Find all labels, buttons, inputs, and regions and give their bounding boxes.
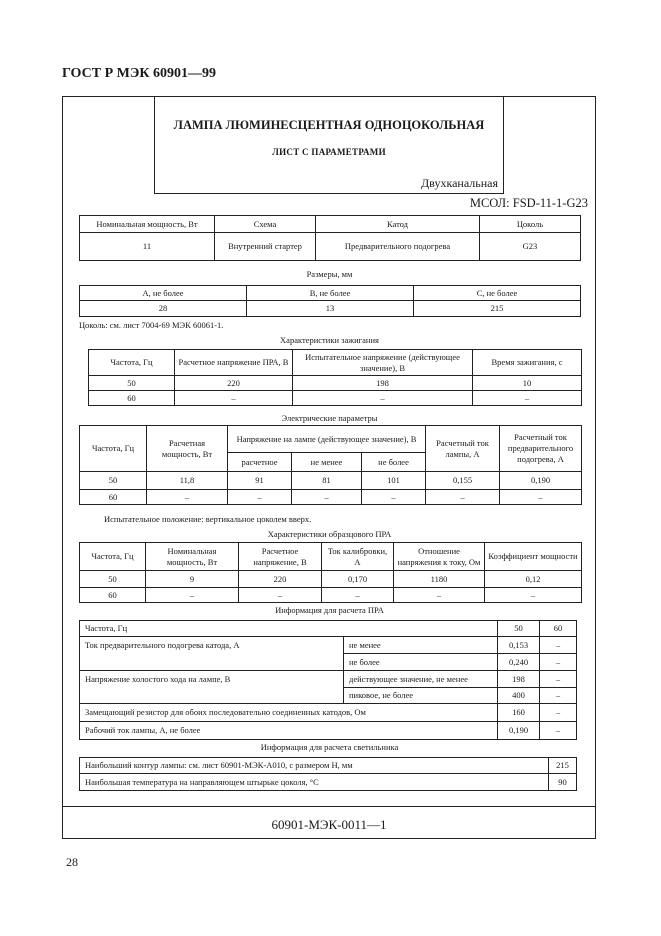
- table-cell: 101: [362, 472, 426, 490]
- header-cell: Номинальная мощность, Вт: [146, 543, 239, 571]
- header-cell: не менее: [292, 453, 362, 472]
- ballast-info-table: [79, 620, 577, 740]
- header-cell: Номинальная мощность, Вт: [80, 216, 215, 233]
- header-cell: Катод: [316, 216, 480, 233]
- row-label: Частота, Гц: [80, 621, 498, 637]
- table-cell: 50: [80, 472, 147, 490]
- table-cell: 220: [239, 571, 322, 588]
- ballast-table: [79, 542, 582, 603]
- table-cell: 400: [498, 688, 540, 704]
- table-cell: 1180: [394, 571, 485, 588]
- table-cell: –: [540, 671, 577, 688]
- table-cell: 10: [473, 376, 582, 391]
- footer-divider: [62, 806, 596, 807]
- table-cell: 81: [292, 472, 362, 490]
- row-sublabel: пиковое, не более: [344, 688, 498, 704]
- dimensions-table: [79, 285, 581, 317]
- dimensions-title: Размеры, мм: [306, 269, 353, 279]
- electrical-table: [79, 425, 582, 505]
- sheet-subtitle: ЛИСТ С ПАРАМЕТРАМИ: [272, 147, 386, 157]
- header-cell: A, не более: [80, 286, 247, 301]
- header-cell: Цоколь: [480, 216, 581, 233]
- ignition-title: Характеристики зажигания: [280, 335, 379, 345]
- header-cell: Коэффициент мощности: [485, 543, 582, 571]
- table-cell: 0,12: [485, 571, 582, 588]
- table-cell: –: [473, 391, 582, 406]
- row-sublabel: не менее: [344, 637, 498, 654]
- sheet-title: ЛАМПА ЛЮМИНЕСЦЕНТНАЯ ОДНОЦОКОЛЬНАЯ: [173, 118, 485, 132]
- row-label: Рабочий ток лампы, А, не более: [80, 722, 498, 740]
- table-cell: 0,155: [426, 472, 500, 490]
- table-cell: –: [147, 490, 228, 505]
- header-cell: Схема: [215, 216, 316, 233]
- table-cell: 9: [146, 571, 239, 588]
- page-number: 28: [66, 855, 78, 869]
- row-label: Ток предварительного подогрева катода, А: [80, 637, 344, 671]
- luminaire-info-table: [79, 757, 577, 791]
- table-cell: 215: [414, 301, 581, 317]
- table-cell: 91: [228, 472, 292, 490]
- header-cell: Испытательное напряжение (действующее значение), В: [293, 350, 473, 376]
- header-cell: Расчетное напряжение ПРА, В: [175, 350, 293, 376]
- table-cell: 60: [80, 490, 147, 505]
- table-cell: 160: [498, 704, 540, 722]
- header-cell: Частота, Гц: [80, 543, 146, 571]
- table-cell: 0,190: [500, 472, 582, 490]
- table-cell: –: [540, 722, 577, 740]
- table-cell: 11,8: [147, 472, 228, 490]
- header-cell: Частота, Гц: [89, 350, 175, 376]
- table-cell: –: [540, 704, 577, 722]
- table-cell: 60: [89, 391, 175, 406]
- row-label: Замещающий резистор для обоих последовательно соединенных катодов, Ом: [80, 704, 498, 722]
- ballast-info-title: Информация для расчета ПРА: [275, 605, 384, 615]
- header-cell: Ток калибровки, А: [322, 543, 394, 571]
- header-cell: расчетное: [228, 453, 292, 472]
- header-cell: Расчетное напряжение, В: [239, 543, 322, 571]
- table-cell: 0,240: [498, 654, 540, 671]
- table-cell: G23: [480, 233, 581, 261]
- table-cell: –: [394, 588, 485, 603]
- electrical-title: Электрические параметры: [281, 413, 378, 423]
- table-cell: –: [540, 654, 577, 671]
- table-cell: 90: [549, 774, 577, 791]
- row-label: Наибольшая температура на направляющем штырьке цоколя, °С: [80, 774, 549, 791]
- base-note: Цоколь: см. лист 7004-69 МЭК 60061-1.: [79, 320, 224, 330]
- table-cell: –: [293, 391, 473, 406]
- table-cell: 215: [549, 758, 577, 774]
- table-cell: –: [485, 588, 582, 603]
- header-cell: Частота, Гц: [80, 426, 147, 472]
- table-cell: 60: [80, 588, 146, 603]
- document-header: ГОСТ Р МЭК 60901—99: [62, 66, 216, 81]
- row-label: Наибольший контур лампы: см. лист 60901-МЭК-А010, с размером H, мм: [80, 758, 549, 774]
- header-cell: Расчетная мощность, Вт: [147, 426, 228, 472]
- table-cell: Внутренний стартер: [215, 233, 316, 261]
- row-label: Напряжение холостого хода на лампе, В: [80, 671, 344, 704]
- luminaire-info-title: Информация для расчета светильника: [260, 742, 399, 752]
- table-cell: 0,170: [322, 571, 394, 588]
- table-cell: –: [500, 490, 582, 505]
- table-cell: 198: [498, 671, 540, 688]
- ignition-table: [88, 349, 582, 406]
- header-cell: Напряжение на лампе (действующее значение), В: [228, 426, 426, 453]
- table-cell: –: [540, 688, 577, 704]
- header-cell: Расчетный ток лампы, А: [426, 426, 500, 472]
- table-cell: –: [239, 588, 322, 603]
- table-cell: 220: [175, 376, 293, 391]
- table-cell: 11: [80, 233, 215, 261]
- main-table: [79, 215, 581, 261]
- table-cell: –: [362, 490, 426, 505]
- table-cell: –: [292, 490, 362, 505]
- test-position-note: Испытательное положение: вертикальное цоколем вверх.: [104, 514, 312, 524]
- table-cell: –: [228, 490, 292, 505]
- table-cell: 28: [80, 301, 247, 317]
- header-cell: Расчетный ток предварительного подогрева, А: [500, 426, 582, 472]
- table-cell: –: [426, 490, 500, 505]
- header-cell: Отношение напряжения к току, Ом: [394, 543, 485, 571]
- table-cell: –: [146, 588, 239, 603]
- lamp-designation: МСОЛ: FSD-11-1-G23: [469, 196, 588, 210]
- table-cell: Предварительного подогрева: [316, 233, 480, 261]
- table-cell: 13: [247, 301, 414, 317]
- table-cell: –: [540, 637, 577, 654]
- table-cell: 50: [80, 571, 146, 588]
- table-cell: 50: [498, 621, 540, 637]
- table-cell: –: [322, 588, 394, 603]
- table-cell: –: [175, 391, 293, 406]
- table-cell: 198: [293, 376, 473, 391]
- header-cell: Время зажигания, с: [473, 350, 582, 376]
- ballast-title: Характеристики образцового ПРА: [267, 529, 392, 539]
- header-cell: не более: [362, 453, 426, 472]
- table-cell: 50: [89, 376, 175, 391]
- table-cell: 0,153: [498, 637, 540, 654]
- row-sublabel: не более: [344, 654, 498, 671]
- lamp-type: Двухканальная: [421, 176, 498, 190]
- header-cell: C, не более: [414, 286, 581, 301]
- header-cell: B, не более: [247, 286, 414, 301]
- row-sublabel: действующее значение, не менее: [344, 671, 498, 688]
- table-cell: 0,190: [498, 722, 540, 740]
- document-code: 60901-МЭК-0011—1: [271, 817, 387, 832]
- table-cell: 60: [540, 621, 577, 637]
